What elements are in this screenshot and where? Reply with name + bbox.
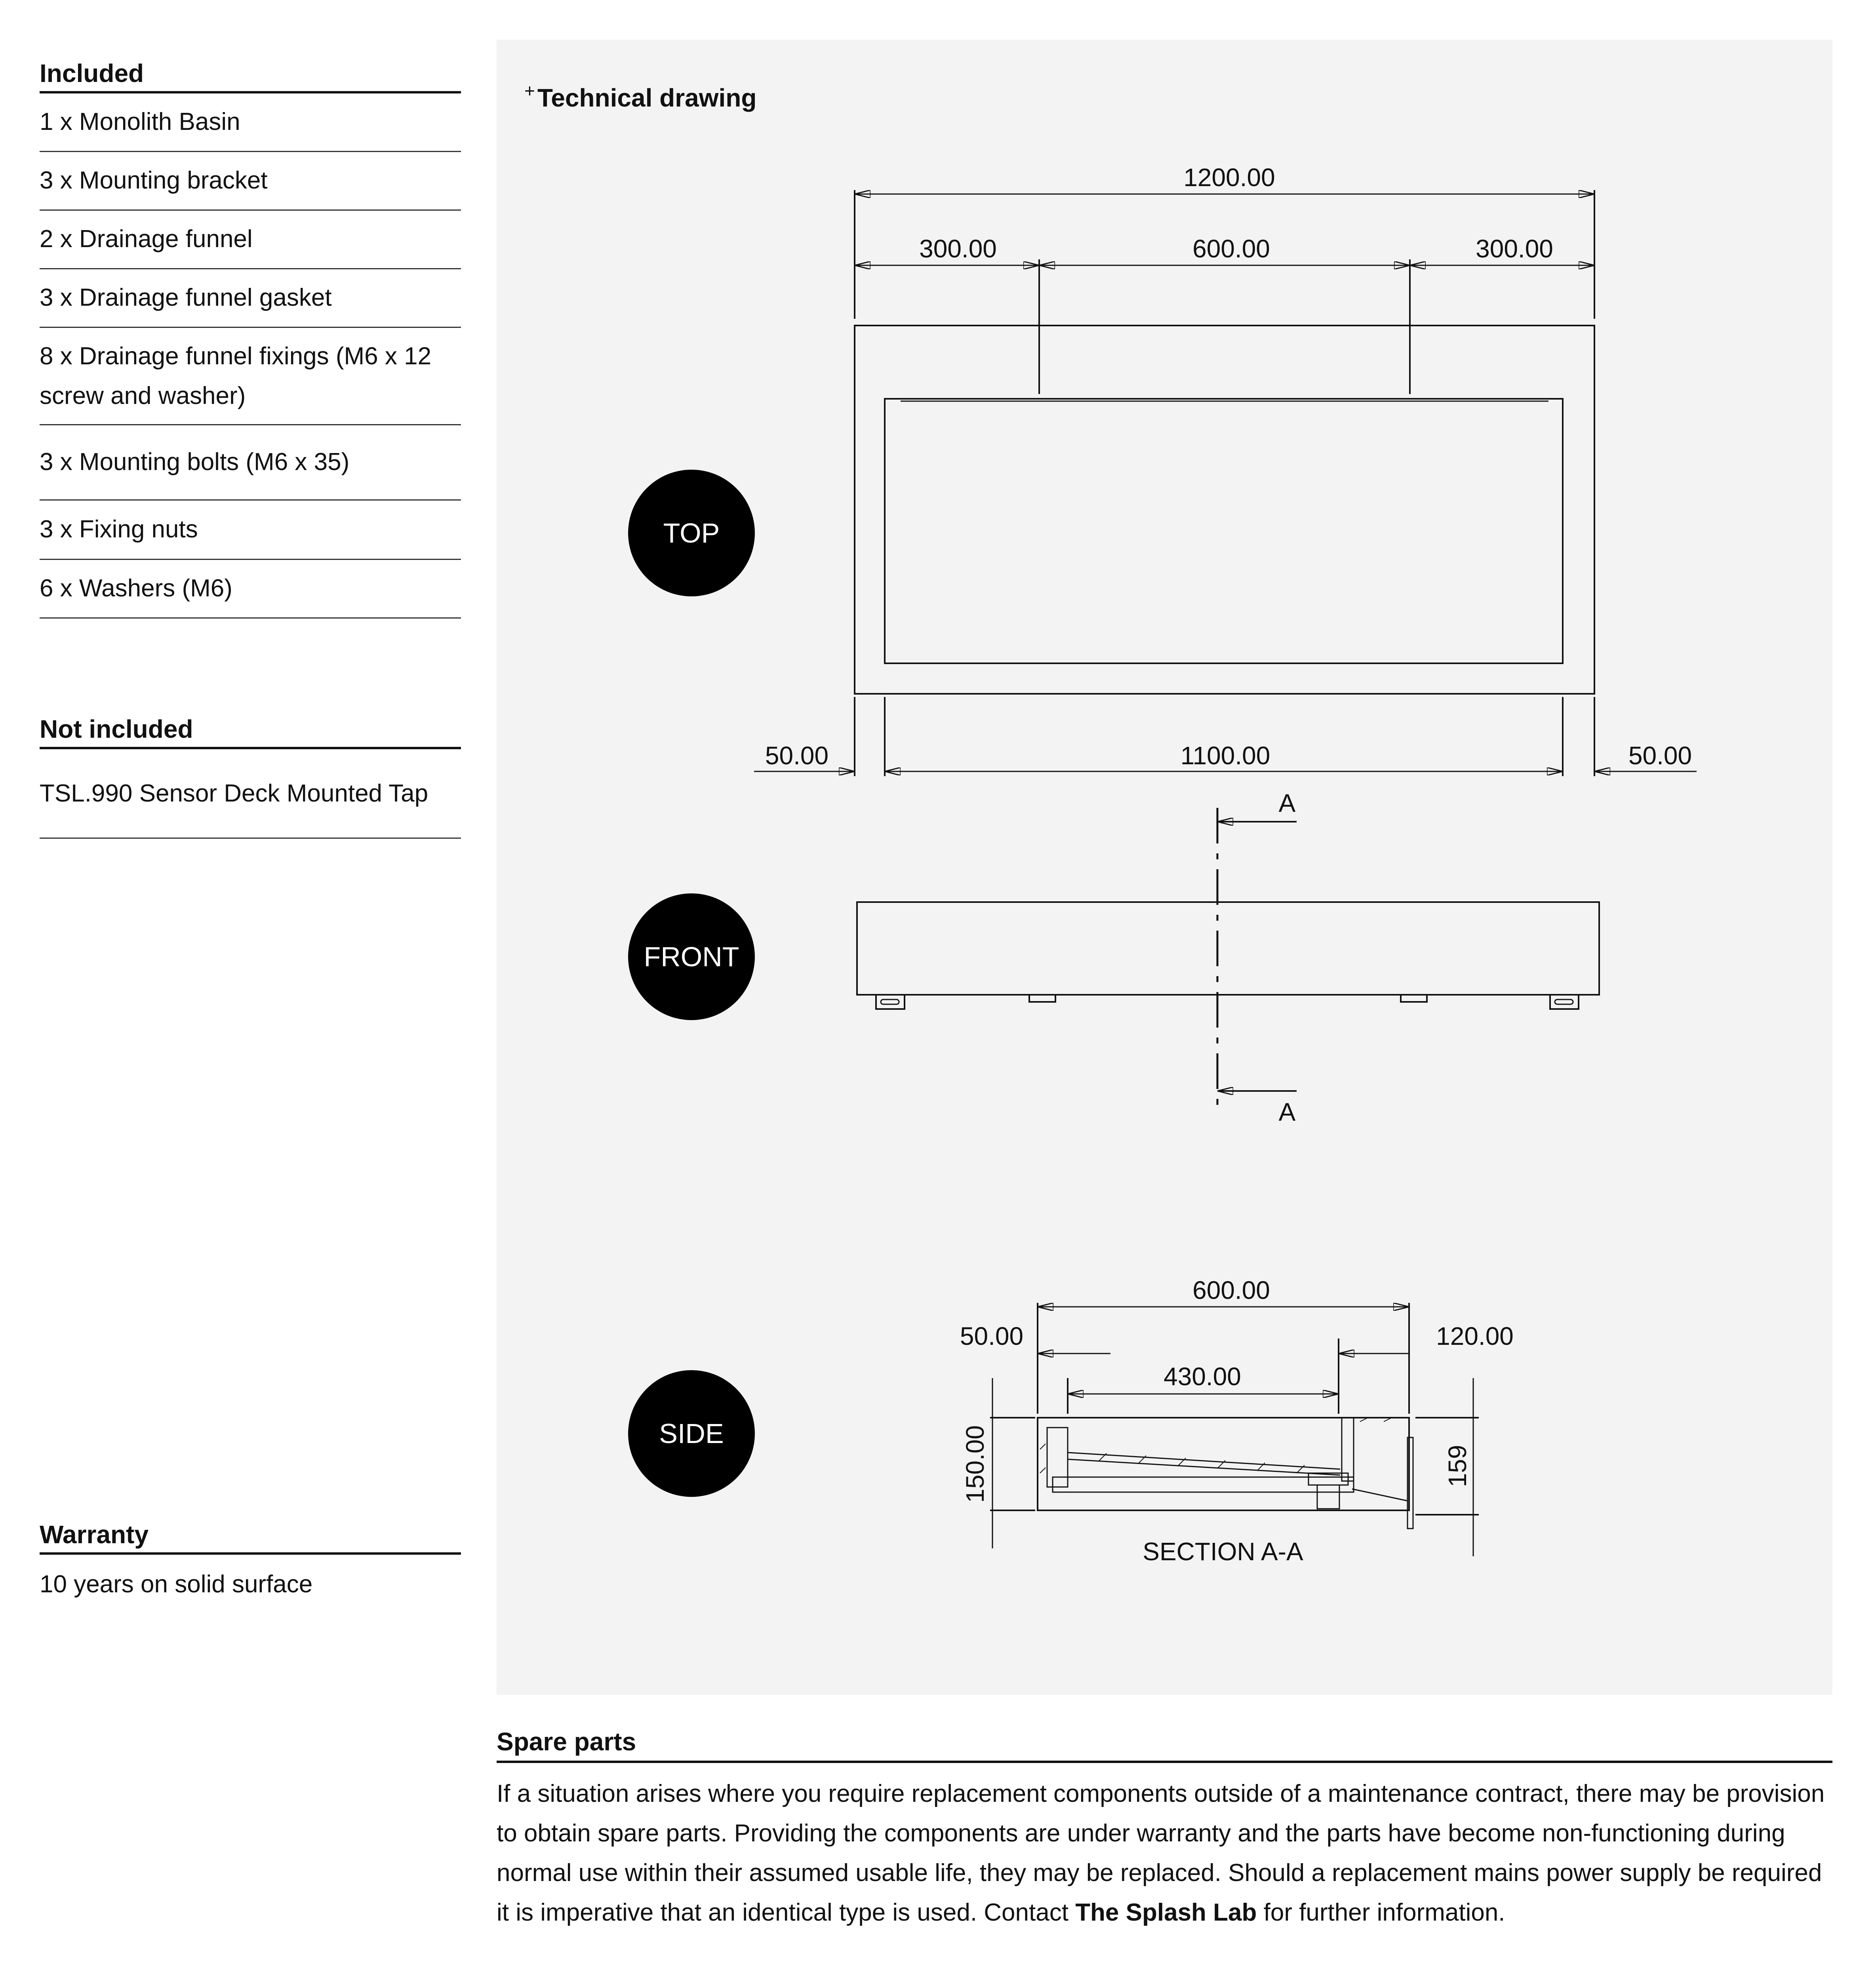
dimension-label: 50.00	[1628, 741, 1692, 770]
warranty-heading: Warranty	[40, 1465, 461, 1555]
front-body-outline	[857, 902, 1599, 995]
dimension-label: 300.00	[1476, 234, 1553, 263]
dimension-label: 159	[1443, 1445, 1472, 1487]
side-view-badge: SIDE	[628, 1370, 755, 1497]
not-included-heading: Not included	[40, 660, 461, 749]
list-item: 3 x Fixing nuts	[40, 501, 461, 560]
spare-parts-heading: Spare parts	[497, 1707, 1832, 1763]
dimension-label: 430.00	[1164, 1362, 1241, 1391]
front-view-badge: FRONT	[628, 893, 755, 1020]
list-item: 3 x Mounting bolts (M6 x 35)	[40, 425, 461, 501]
dimension-label: 150.00	[961, 1425, 989, 1503]
dimension-label: 120.00	[1436, 1322, 1514, 1350]
list-item: 2 x Drainage funnel	[40, 211, 461, 269]
brand-name: The Splash Lab	[1075, 1899, 1257, 1926]
spare-parts-body: If a situation arises where you require replacement components outside of a maintenance contract, there may be provision to obtain spare parts. Providing the components are under warranty and the parts have become non-functioning during normal use within their assumed usable life, they may be replaced. Should a replacement mains power supply be required it is imperative that an identical type is used. Contact	[497, 1780, 1825, 1926]
technical-drawing	[497, 40, 1832, 1695]
top-view-badge: TOP	[628, 470, 755, 596]
spare-parts-body-end: for further information.	[1257, 1899, 1505, 1926]
basin-outer-outline	[855, 326, 1594, 694]
technical-drawing-title: Technical drawing	[537, 84, 757, 112]
warranty-section	[40, 1465, 461, 1614]
section-caption: SECTION A-A	[1143, 1537, 1303, 1566]
spare-parts-text	[497, 1774, 1832, 1932]
dimension-label: 300.00	[919, 234, 997, 263]
front-view	[857, 808, 1599, 1105]
warranty-list	[40, 1555, 461, 1614]
included-list	[40, 93, 461, 619]
top-view	[754, 190, 1697, 776]
list-item: 6 x Washers (M6)	[40, 560, 461, 619]
not-included-section	[40, 660, 461, 839]
list-item: 3 x Mounting bracket	[40, 152, 461, 211]
list-item: 3 x Drainage funnel gasket	[40, 269, 461, 328]
bracket-foot	[1029, 995, 1055, 1002]
side-view-dimensions	[960, 1276, 1514, 1566]
section-marker-label: A	[1278, 789, 1296, 817]
bracket-foot	[1401, 995, 1427, 1002]
side-section-view	[990, 1303, 1479, 1556]
dimension-label: 50.00	[765, 741, 829, 770]
dimension-label: 1100.00	[1180, 741, 1270, 770]
dimension-label: 50.00	[960, 1322, 1024, 1350]
list-item: 1 x Monolith Basin	[40, 93, 461, 152]
list-item: TSL.990 Sensor Deck Mounted Tap	[40, 749, 461, 839]
section-markers	[1279, 789, 1296, 1126]
dimension-label: 1200.00	[1183, 163, 1275, 192]
technical-drawing-panel	[497, 40, 1832, 1695]
dimension-label: 600.00	[1192, 1276, 1270, 1304]
top-view-dimensions	[765, 163, 1692, 770]
included-heading: Included	[40, 0, 461, 93]
plus-icon: +	[524, 80, 535, 101]
list-item: 10 years on solid surface	[40, 1570, 313, 1598]
list-item: 8 x Drainage funnel fixings (M6 x 12 screw and washer)	[40, 328, 461, 425]
spare-parts-section	[497, 1707, 1832, 1932]
section-marker-label: A	[1278, 1098, 1296, 1126]
basin-inner-outline	[885, 399, 1563, 663]
dimension-label: 600.00	[1192, 234, 1270, 263]
not-included-list	[40, 749, 461, 839]
included-section	[40, 0, 461, 619]
